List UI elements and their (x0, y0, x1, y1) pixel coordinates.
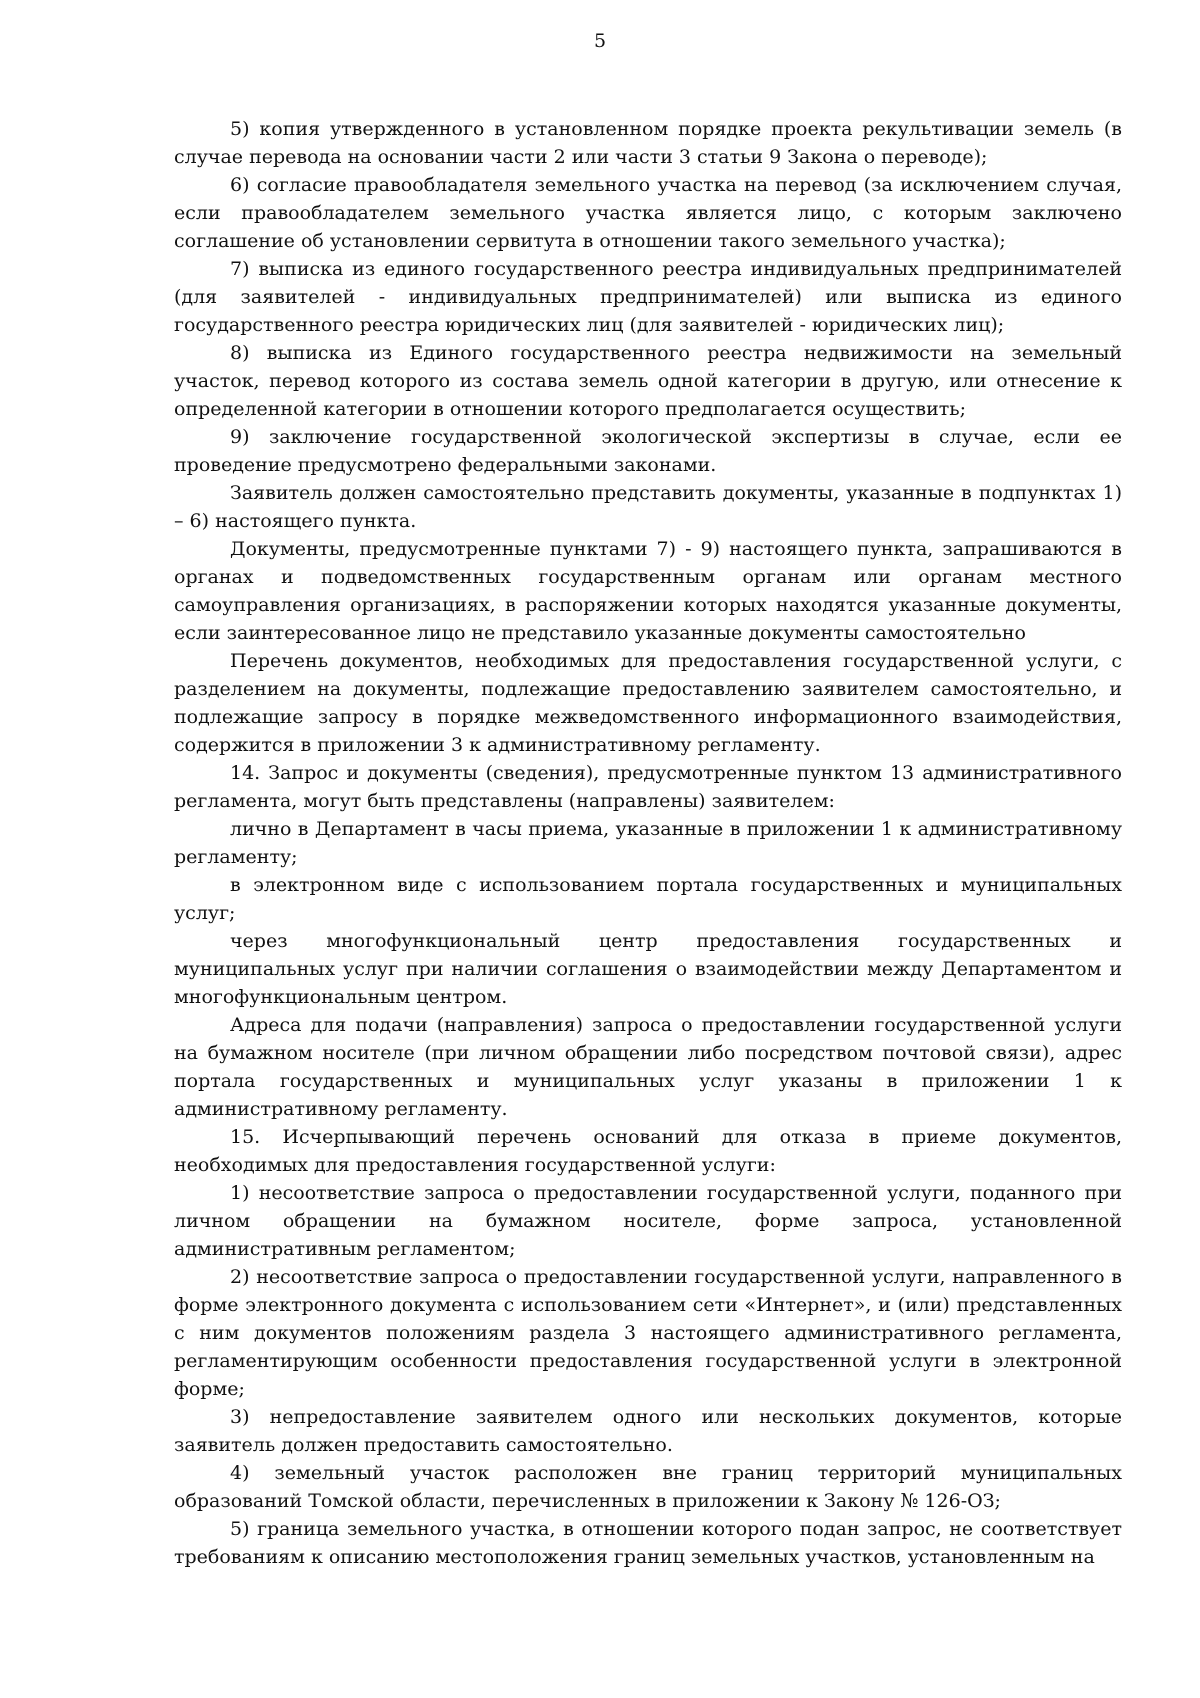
paragraph: лично в Департамент в часы приема, указанные в приложении 1 к административному регламенту; (174, 818, 1122, 868)
paragraph: 7) выписка из единого государственного реестра индивидуальных предпринимателей (для заявителей - индивидуальных предпринимателей) или выписка из единого государственного реестра юридических лиц (для заявителей - юридических лиц); (174, 258, 1122, 336)
paragraph: 3) непредоставление заявителем одного или нескольких документов, которые заявитель должен предоставить самостоятельно. (174, 1406, 1122, 1456)
paragraph: Документы, предусмотренные пунктами 7) - 9) настоящего пункта, запрашиваются в органах и подведомственных государственным органам или органам местного самоуправления организациях, в распоряжении которых находятся указанные документы, если заинтересованное лицо не представило указанные документы самостоятельно (174, 538, 1122, 644)
paragraph: в электронном виде с использованием портала государственных и муниципальных услуг; (174, 874, 1122, 924)
paragraph: 2) несоответствие запроса о предоставлении государственной услуги, направленного в форме электронного документа с использованием сети «Интернет», и (или) представленных с ним документов положениям раздела 3 настоящего административного регламента, регламентирующим особенности предоставления государственной услуги в электронной форме; (174, 1266, 1122, 1400)
page-number: 5 (593, 30, 607, 52)
paragraph: Перечень документов, необходимых для предоставления государственной услуги, с разделением на документы, подлежащие предоставлению заявителем самостоятельно, и подлежащие запросу в порядке межведомственного информационного взаимодействия, содержится в приложении 3 к административному регламенту. (174, 650, 1122, 756)
paragraph: 14. Запрос и документы (сведения), предусмотренные пунктом 13 административного регламента, могут быть представлены (направлены) заявителем: (174, 762, 1122, 812)
paragraph: 8) выписка из Единого государственного реестра недвижимости на земельный участок, перевод которого из состава земель одной категории в другую, или отнесение к определенной категории в отношении которого предполагается осуществить; (174, 342, 1122, 420)
paragraph: 15. Исчерпывающий перечень оснований для отказа в приеме документов, необходимых для предоставления государственной услуги: (174, 1126, 1122, 1176)
paragraph: 9) заключение государственной экологической экспертизы в случае, если ее проведение предусмотрено федеральными законами. (174, 426, 1122, 476)
paragraph: Адреса для подачи (направления) запроса о предоставлении государственной услуги на бумажном носителе (при личном обращении либо посредством почтовой связи), адрес портала государственных и муниципальных услуг указаны в приложении 1 к административному регламенту. (174, 1014, 1122, 1120)
body-text (174, 115, 1122, 1571)
paragraph: Заявитель должен самостоятельно представить документы, указанные в подпунктах 1) – 6) настоящего пункта. (174, 482, 1122, 532)
paragraph: 5) копия утвержденного в установленном порядке проекта рекультивации земель (в случае перевода на основании части 2 или части 3 статьи 9 Закона о переводе); (174, 118, 1122, 168)
paragraph: 6) согласие правообладателя земельного участка на перевод (за исключением случая, если правообладателем земельного участка является лицо, с которым заключено соглашение об установлении сервитута в отношении такого земельного участка); (174, 174, 1122, 252)
paragraph: 5) граница земельного участка, в отношении которого подан запрос, не соответствует требованиям к описанию местоположения границ земельных участков, установленным на (174, 1518, 1122, 1568)
paragraph: через многофункциональный центр предоставления государственных и муниципальных услуг при наличии соглашения о взаимодействии между Департаментом и многофункциональным центром. (174, 930, 1122, 1008)
paragraph: 1) несоответствие запроса о предоставлении государственной услуги, поданного при личном обращении на бумажном носителе, форме запроса, установленной административным регламентом; (174, 1182, 1122, 1260)
paragraph: 4) земельный участок расположен вне границ территорий муниципальных образований Томской области, перечисленных в приложении к Закону № 126-ОЗ; (174, 1462, 1122, 1512)
